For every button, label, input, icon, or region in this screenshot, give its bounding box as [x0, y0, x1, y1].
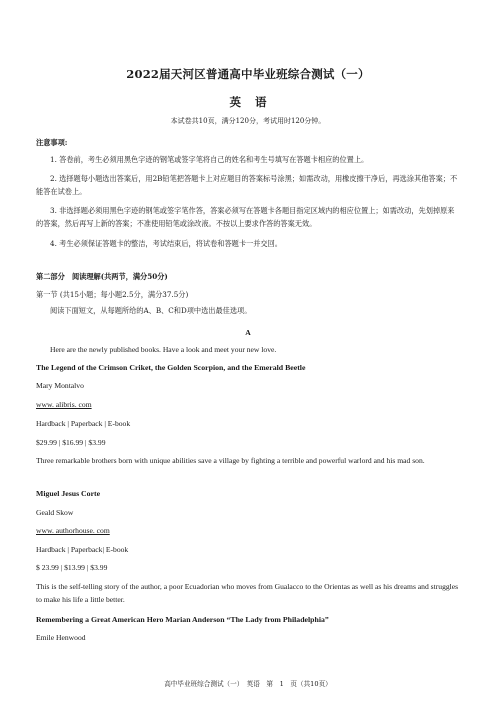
note-item-4: 4. 考生必须保证答题卡的整洁，考试结束后，将试卷和答题卡一并交回。	[50, 239, 282, 248]
book-prices: $29.99 | $16.99 | $3.99	[36, 438, 106, 447]
part2-heading: 第二部分 阅读理解(共两节，满分50分)	[36, 272, 168, 281]
book-formats: Hardback | Paperback| E-book	[36, 545, 129, 554]
book-site-link[interactable]: www. authorhouse. com	[36, 526, 110, 535]
book-title: Miguel Jesus Corte	[36, 489, 101, 498]
book-author: Geald Skow	[36, 508, 74, 517]
book-description: This is the self-telling story of the author, a poor Ecuadorian who moves from Gualacco to the Orientas as well as his dreams and struggles to make his life a little better.	[36, 582, 459, 604]
passage-intro: Here are the newly published books. Have a look and meet your new love.	[50, 345, 277, 354]
section1-heading: 第一节 (共15小题；每小题2.5分，满分37.5分)	[36, 290, 189, 299]
subject-heading: 英语	[229, 95, 281, 109]
book-formats: Hardback | Paperback | E-book	[36, 419, 131, 428]
notes-heading: 注意事项:	[36, 138, 68, 147]
book-prices: $ 23.99 | $13.99 | $3.99	[36, 563, 108, 572]
exam-title: 2022届天河区普通高中毕业班综合测试（一）	[126, 67, 370, 81]
book-title: The Legend of the Crimson Criket, the Golden Scorpion, and the Emerald Beetle	[36, 363, 306, 372]
book-description: Three remarkable brothers born with unique abilities save a village by fighting a terrible and powerful warlord and his mad son.	[36, 456, 425, 465]
reading-instruction: 阅读下面短文，从每题所给的A、B、C和D项中选出最佳选项。	[50, 306, 252, 315]
page-footer: 高中毕业班综合测试（一） 英语 第 1 页（共10页）	[164, 680, 332, 688]
passage-label: A	[245, 328, 251, 337]
book-author: Emile Henwood	[36, 633, 86, 642]
book-site-link[interactable]: www. alibris. com	[36, 400, 92, 409]
note-item-3: 3. 非选择题必须用黑色字迹的钢笔或签字笔作答，答案必须写在答题卡各题目指定区域内的相应位置上；如需改动，先划掉原来的答案，然后再写上新的答案；不准使用铅笔或涂改液。不按以上要求作答的答案无效。	[36, 206, 455, 228]
book-author: Mary Montalvo	[36, 381, 84, 390]
note-item-2: 2. 选择题每小题选出答案后，用2B铅笔把答题卡上对应题目的答案标号涂黑；如需改动，用橡皮擦干净后，再选涂其他答案；不能答在试卷上。	[36, 174, 458, 196]
exam-info: 本试卷共10页，满分120分，考试用时120分钟。	[170, 117, 326, 125]
book-title: Remembering a Great American Hero Marian Anderson “The Lady from Philadelphia”	[36, 615, 329, 624]
note-item-1: 1. 答卷前，考生必须用黑色字迹的钢笔或签字笔将自己的姓名和考生号填写在答题卡相应的位置上。	[50, 155, 369, 164]
